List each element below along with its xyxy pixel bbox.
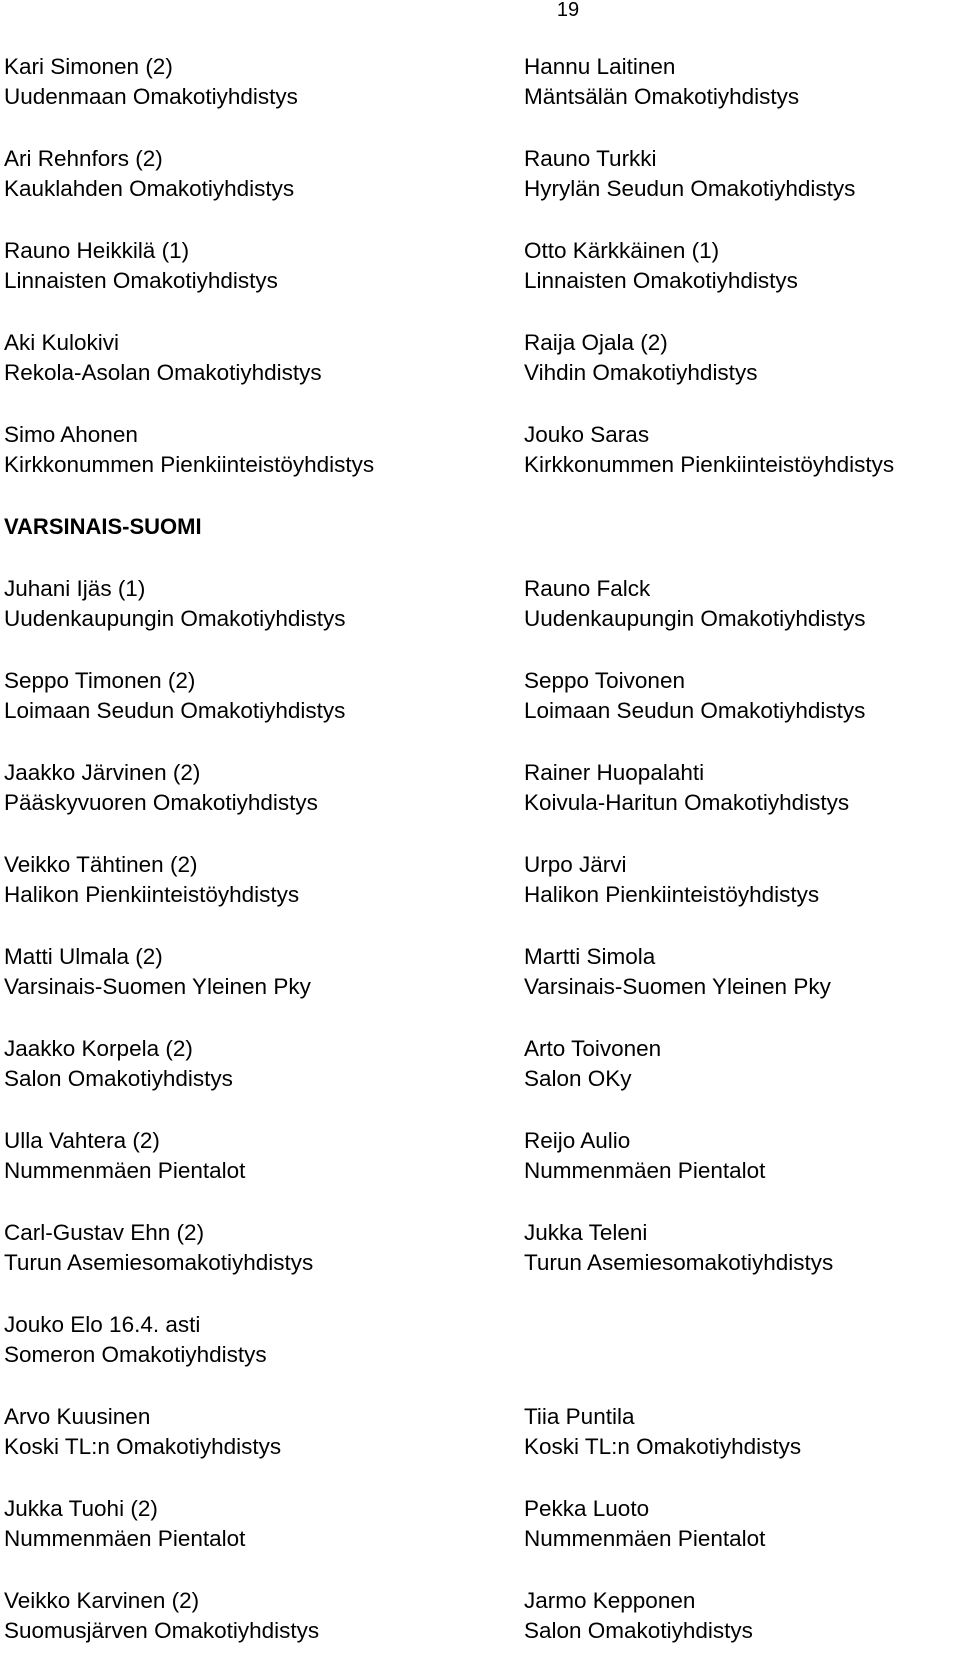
deputy-name: Jarmo Kepponen <box>524 1588 696 1613</box>
deputy-entry <box>524 420 956 512</box>
member-row <box>4 1402 956 1494</box>
deputy-org: Nummenmäen Pientalot <box>524 1526 766 1551</box>
member-row <box>4 52 956 144</box>
deputy-name: Jukka Teleni <box>524 1220 648 1245</box>
member-name: Aki Kulokivi <box>4 330 120 355</box>
member-row <box>4 420 956 512</box>
deputy-name: Hannu Laitinen <box>524 54 676 79</box>
member-org: Someron Omakotiyhdistys <box>4 1342 267 1367</box>
deputy-org: Hyrylän Seudun Omakotiyhdistys <box>524 176 856 201</box>
member-org: Suomusjärven Omakotiyhdistys <box>4 1618 320 1643</box>
deputy-entry <box>524 850 956 942</box>
member-entry <box>4 52 524 144</box>
member-entry <box>4 236 524 328</box>
member-name: Simo Ahonen <box>4 422 138 447</box>
member-entry <box>4 1402 524 1494</box>
member-name: Carl-Gustav Ehn (2) <box>4 1220 205 1245</box>
deputy-entry <box>524 666 956 758</box>
member-org: Varsinais-Suomen Yleinen Pky <box>4 974 311 999</box>
member-name: Arvo Kuusinen <box>4 1404 151 1429</box>
member-org: Linnaisten Omakotiyhdistys <box>4 268 278 293</box>
member-name: Jaakko Korpela (2) <box>4 1036 193 1061</box>
member-row <box>4 1034 956 1126</box>
member-entry <box>4 758 524 850</box>
member-entry <box>4 850 524 942</box>
deputy-name: Reijo Aulio <box>524 1128 631 1153</box>
member-name: Veikko Karvinen (2) <box>4 1588 200 1613</box>
member-entry <box>4 328 524 420</box>
member-entry <box>4 574 524 666</box>
member-org: Uudenmaan Omakotiyhdistys <box>4 84 298 109</box>
deputy-org: Mäntsälän Omakotiyhdistys <box>524 84 800 109</box>
member-row <box>4 1218 956 1310</box>
member-org: Rekola-Asolan Omakotiyhdistys <box>4 360 322 385</box>
member-org: Nummenmäen Pientalot <box>4 1526 246 1551</box>
member-name: Veikko Tähtinen (2) <box>4 852 198 877</box>
member-entry <box>4 1126 524 1218</box>
member-row <box>4 144 956 236</box>
member-entry <box>4 1310 524 1402</box>
member-row <box>4 666 956 758</box>
deputy-org: Nummenmäen Pientalot <box>524 1158 766 1183</box>
section-heading-row <box>4 512 956 574</box>
member-row <box>4 1126 956 1218</box>
deputy-org: Kirkkonummen Pienkiinteistöyhdistys <box>524 452 895 477</box>
member-org: Pääskyvuoren Omakotiyhdistys <box>4 790 318 815</box>
deputy-org: Koivula-Haritun Omakotiyhdistys <box>524 790 850 815</box>
deputy-org: Salon OKy <box>524 1066 632 1091</box>
member-row <box>4 1494 956 1586</box>
deputy-name: Seppo Toivonen <box>524 668 685 693</box>
member-row <box>4 850 956 942</box>
member-entry <box>4 1586 524 1678</box>
deputy-entry <box>524 1310 956 1402</box>
member-org: Turun Asemiesomakotiyhdistys <box>4 1250 314 1275</box>
deputy-name: Urpo Järvi <box>524 852 627 877</box>
member-row <box>4 236 956 328</box>
member-row <box>4 758 956 850</box>
member-org: Kauklahden Omakotiyhdistys <box>4 176 295 201</box>
member-row <box>4 942 956 1034</box>
deputy-name: Otto Kärkkäinen (1) <box>524 238 720 263</box>
member-name: Jouko Elo 16.4. asti <box>4 1312 201 1337</box>
deputy-org: Uudenkaupungin Omakotiyhdistys <box>524 606 866 631</box>
member-row <box>4 328 956 420</box>
deputy-name: Rauno Falck <box>524 576 651 601</box>
member-org: Kirkkonummen Pienkiinteistöyhdistys <box>4 452 375 477</box>
member-entry <box>4 1218 524 1310</box>
deputy-name: Jouko Saras <box>524 422 650 447</box>
member-name: Juhani Ijäs (1) <box>4 576 146 601</box>
member-name: Ulla Vahtera (2) <box>4 1128 160 1153</box>
deputy-org: Vihdin Omakotiyhdistys <box>524 360 758 385</box>
member-entry <box>4 144 524 236</box>
deputy-name: Arto Toivonen <box>524 1036 662 1061</box>
deputy-name: Tiia Puntila <box>524 1404 635 1429</box>
member-org: Koski TL:n Omakotiyhdistys <box>4 1434 282 1459</box>
member-list <box>4 52 956 1678</box>
section-heading: VARSINAIS-SUOMI <box>4 514 202 539</box>
page-number: 19 <box>556 0 580 21</box>
member-row <box>4 574 956 666</box>
deputy-entry <box>524 1218 956 1310</box>
member-name: Matti Ulmala (2) <box>4 944 163 969</box>
member-org: Salon Omakotiyhdistys <box>4 1066 233 1091</box>
deputy-entry <box>524 236 956 328</box>
deputy-org: Halikon Pienkiinteistöyhdistys <box>524 882 820 907</box>
member-name: Jukka Tuohi (2) <box>4 1496 158 1521</box>
deputy-entry <box>524 328 956 420</box>
deputy-entry <box>524 942 956 1034</box>
member-org: Uudenkaupungin Omakotiyhdistys <box>4 606 346 631</box>
member-org: Loimaan Seudun Omakotiyhdistys <box>4 698 346 723</box>
member-name: Ari Rehnfors (2) <box>4 146 163 171</box>
member-entry <box>4 420 524 512</box>
deputy-name: Pekka Luoto <box>524 1496 650 1521</box>
deputy-name: Martti Simola <box>524 944 656 969</box>
deputy-entry <box>524 1126 956 1218</box>
member-org: Halikon Pienkiinteistöyhdistys <box>4 882 300 907</box>
deputy-org: Loimaan Seudun Omakotiyhdistys <box>524 698 866 723</box>
deputy-entry <box>524 52 956 144</box>
member-entry <box>4 942 524 1034</box>
member-name: Kari Simonen (2) <box>4 54 173 79</box>
deputy-org: Turun Asemiesomakotiyhdistys <box>524 1250 834 1275</box>
member-name: Rauno Heikkilä (1) <box>4 238 190 263</box>
member-org: Nummenmäen Pientalot <box>4 1158 246 1183</box>
deputy-org: Koski TL:n Omakotiyhdistys <box>524 1434 802 1459</box>
member-row <box>4 1586 956 1678</box>
deputy-entry <box>524 1402 956 1494</box>
deputy-entry <box>524 1034 956 1126</box>
member-entry <box>4 1494 524 1586</box>
member-entry <box>4 666 524 758</box>
deputy-entry <box>524 758 956 850</box>
member-name: Seppo Timonen (2) <box>4 668 196 693</box>
deputy-entry <box>524 574 956 666</box>
deputy-entry <box>524 1494 956 1586</box>
deputy-name: Rauno Turkki <box>524 146 657 171</box>
deputy-org: Linnaisten Omakotiyhdistys <box>524 268 798 293</box>
member-name: Jaakko Järvinen (2) <box>4 760 201 785</box>
member-entry <box>4 1034 524 1126</box>
member-row <box>4 1310 956 1402</box>
deputy-name: Raija Ojala (2) <box>524 330 668 355</box>
deputy-entry <box>524 144 956 236</box>
deputy-name: Rainer Huopalahti <box>524 760 705 785</box>
deputy-entry <box>524 1586 956 1678</box>
deputy-org: Salon Omakotiyhdistys <box>524 1618 753 1643</box>
deputy-org: Varsinais-Suomen Yleinen Pky <box>524 974 831 999</box>
